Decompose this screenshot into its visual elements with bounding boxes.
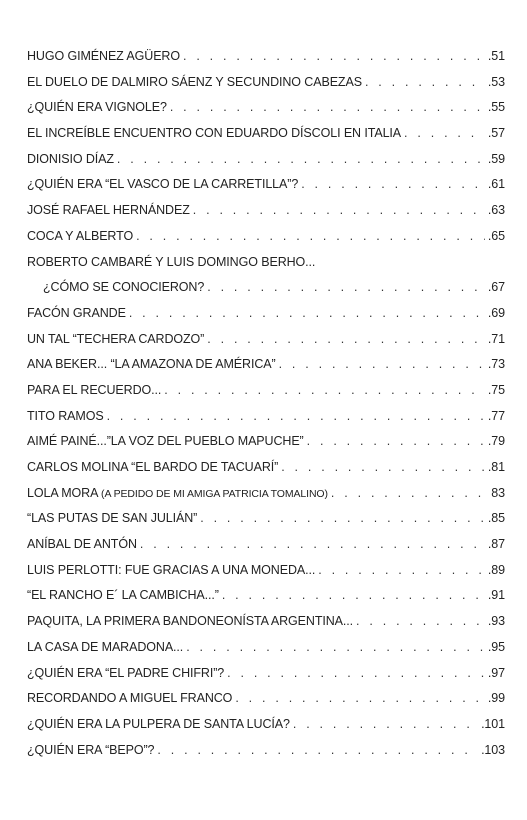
toc-entry-title xyxy=(27,481,328,508)
toc-leader-dots xyxy=(157,738,478,764)
toc-entry xyxy=(27,404,505,430)
toc-entry-title: ¿QUIÉN ERA VIGNOLE? xyxy=(27,100,167,115)
toc-entry-page: .99 xyxy=(487,691,505,706)
toc-entry-page: .69 xyxy=(487,305,505,320)
toc-leader-dots xyxy=(235,686,485,712)
toc-leader-dots xyxy=(404,121,485,147)
toc-entry-page: .71 xyxy=(487,331,505,346)
toc-leader-dots xyxy=(318,558,485,584)
toc-entry xyxy=(27,378,505,404)
toc-entry-title: PAQUITA, LA PRIMERA BANDONEONÍSTA ARGENTINA... xyxy=(27,614,354,629)
toc-entry-title: TITO RAMOS xyxy=(27,408,104,423)
toc-entry-page: .91 xyxy=(487,588,505,603)
toc-entry xyxy=(27,327,505,353)
toc-entry xyxy=(27,609,505,635)
toc-leader-dots xyxy=(307,429,485,455)
toc-entry-page: .67 xyxy=(487,280,505,295)
toc-entry-title-main: LOLA MORA xyxy=(27,485,98,500)
toc-entry-page: .87 xyxy=(487,537,505,552)
toc-entry xyxy=(27,352,505,378)
table-of-contents xyxy=(27,44,505,763)
toc-entry-page: 83 xyxy=(491,485,505,500)
toc-entry-page: .85 xyxy=(487,511,505,526)
toc-leader-dots xyxy=(227,661,485,687)
toc-entry-page: .79 xyxy=(487,434,505,449)
toc-entry xyxy=(27,455,505,481)
toc-entry-page: .95 xyxy=(487,639,505,654)
toc-entry-title: DIONISIO DÍAZ xyxy=(27,151,114,166)
toc-entry-title: ¿QUIÉN ERA “BEPO”? xyxy=(27,742,155,757)
toc-entry xyxy=(27,738,505,764)
toc-leader-dots xyxy=(281,455,485,481)
toc-entry-title: JOSÉ RAFAEL HERNÁNDEZ xyxy=(27,203,190,218)
toc-entry-page: .75 xyxy=(487,382,505,397)
toc-entry-page: .57 xyxy=(487,126,505,141)
toc-leader-dots xyxy=(193,198,485,224)
toc-entry-page: .63 xyxy=(487,203,505,218)
toc-entry-title: UN TAL “TECHERA CARDOZO” xyxy=(27,331,205,346)
toc-entry xyxy=(27,147,505,173)
toc-entry-title: AIMÉ PAINÉ...”LA VOZ DEL PUEBLO MAPUCHE” xyxy=(27,434,304,449)
toc-entry xyxy=(27,558,505,584)
toc-entry xyxy=(27,224,505,250)
toc-entry-page: .93 xyxy=(487,614,505,629)
toc-entry-title: ROBERTO CAMBARÉ Y LUIS DOMINGO BERHO... xyxy=(27,254,316,269)
toc-entry-title: “LAS PUTAS DE SAN JULIÁN” xyxy=(27,511,198,526)
toc-entry-subtitle: (A PEDIDO DE MI AMIGA PATRICIA TOMALINO) xyxy=(101,487,328,500)
toc-entry-title: ANÍBAL DE ANTÓN xyxy=(27,537,137,552)
toc-entry xyxy=(27,506,505,532)
toc-entry-page: .97 xyxy=(487,665,505,680)
toc-entry xyxy=(27,121,505,147)
toc-leader-dots xyxy=(183,44,485,70)
toc-entry-page: .103 xyxy=(481,742,505,757)
toc-entry-page: .61 xyxy=(487,177,505,192)
toc-entry-title: ¿QUIÉN ERA “EL VASCO DE LA CARRETILLA”? xyxy=(27,177,299,192)
toc-leader-dots xyxy=(170,95,485,121)
toc-entry-title: ¿QUIÉN ERA LA PULPERA DE SANTA LUCÍA? xyxy=(27,716,290,731)
toc-entry-title: PARA EL RECUERDO... xyxy=(27,382,162,397)
toc-entry xyxy=(27,250,505,276)
toc-entry xyxy=(27,95,505,121)
toc-entry xyxy=(27,481,505,507)
toc-entry xyxy=(27,686,505,712)
toc-entry-page: .59 xyxy=(487,151,505,166)
toc-entry-title: ¿QUIÉN ERA “EL PADRE CHIFRI”? xyxy=(27,665,225,680)
toc-entry-page: .53 xyxy=(487,74,505,89)
toc-leader-dots xyxy=(136,224,485,250)
toc-leader-dots xyxy=(140,532,485,558)
toc-entry-title: FACÓN GRANDE xyxy=(27,305,126,320)
toc-entry-page: .51 xyxy=(487,49,505,63)
toc-leader-dots xyxy=(164,378,485,404)
toc-leader-dots xyxy=(129,301,485,327)
toc-entry xyxy=(27,661,505,687)
toc-entry xyxy=(27,635,505,661)
toc-entry-title: RECORDANDO A MIGUEL FRANCO xyxy=(27,691,233,706)
toc-entry-title: EL INCREÍBLE ENCUENTRO CON EDUARDO DÍSCOLI EN ITALIA xyxy=(27,126,402,141)
toc-leader-dots xyxy=(279,352,485,378)
toc-leader-dots xyxy=(293,712,478,738)
toc-entry-page: .101 xyxy=(481,716,505,731)
toc-entry-title: “EL RANCHO E´ LA CAMBICHA...” xyxy=(27,588,219,603)
toc-entry xyxy=(27,44,505,70)
toc-entry-title: COCA Y ALBERTO xyxy=(27,228,134,243)
toc-entry-title: EL DUELO DE DALMIRO SÁENZ Y SECUNDINO CABEZAS xyxy=(27,74,362,89)
toc-leader-dots xyxy=(207,275,485,301)
toc-entry xyxy=(27,198,505,224)
toc-entry xyxy=(27,429,505,455)
toc-leader-dots xyxy=(222,583,485,609)
toc-leader-dots xyxy=(301,172,485,198)
toc-entry-title: LA CASA DE MARADONA... xyxy=(27,639,184,654)
toc-leader-dots xyxy=(331,481,488,507)
toc-entry-page: .55 xyxy=(487,100,505,115)
toc-entry xyxy=(27,712,505,738)
toc-leader-dots xyxy=(186,635,485,661)
toc-leader-dots xyxy=(107,404,485,430)
toc-entry xyxy=(27,532,505,558)
toc-entry-title: ANA BEKER... “LA AMAZONA DE AMÉRICA” xyxy=(27,357,276,372)
toc-entry-title: CARLOS MOLINA “EL BARDO DE TACUARÍ” xyxy=(27,460,279,474)
toc-entry-page: .81 xyxy=(487,460,505,474)
toc-entry-page: .73 xyxy=(487,357,505,372)
toc-entry xyxy=(27,70,505,96)
toc-leader-dots xyxy=(200,506,485,532)
toc-entry-title: LUIS PERLOTTI: FUE GRACIAS A UNA MONEDA... xyxy=(27,562,316,577)
toc-entry xyxy=(27,583,505,609)
toc-leader-dots xyxy=(207,327,485,353)
toc-leader-dots xyxy=(117,147,485,173)
toc-entry xyxy=(27,275,505,301)
toc-entry-page: .65 xyxy=(487,228,505,243)
toc-entry xyxy=(27,172,505,198)
toc-leader-dots xyxy=(356,609,485,635)
toc-entry-title: HUGO GIMÉNEZ AGÜERO xyxy=(27,49,180,63)
toc-entry-title: ¿CÓMO SE CONOCIERON? xyxy=(43,280,205,295)
toc-entry-page: .77 xyxy=(487,408,505,423)
toc-entry-page: .89 xyxy=(487,562,505,577)
toc-leader-dots xyxy=(365,70,485,96)
toc-entry xyxy=(27,301,505,327)
